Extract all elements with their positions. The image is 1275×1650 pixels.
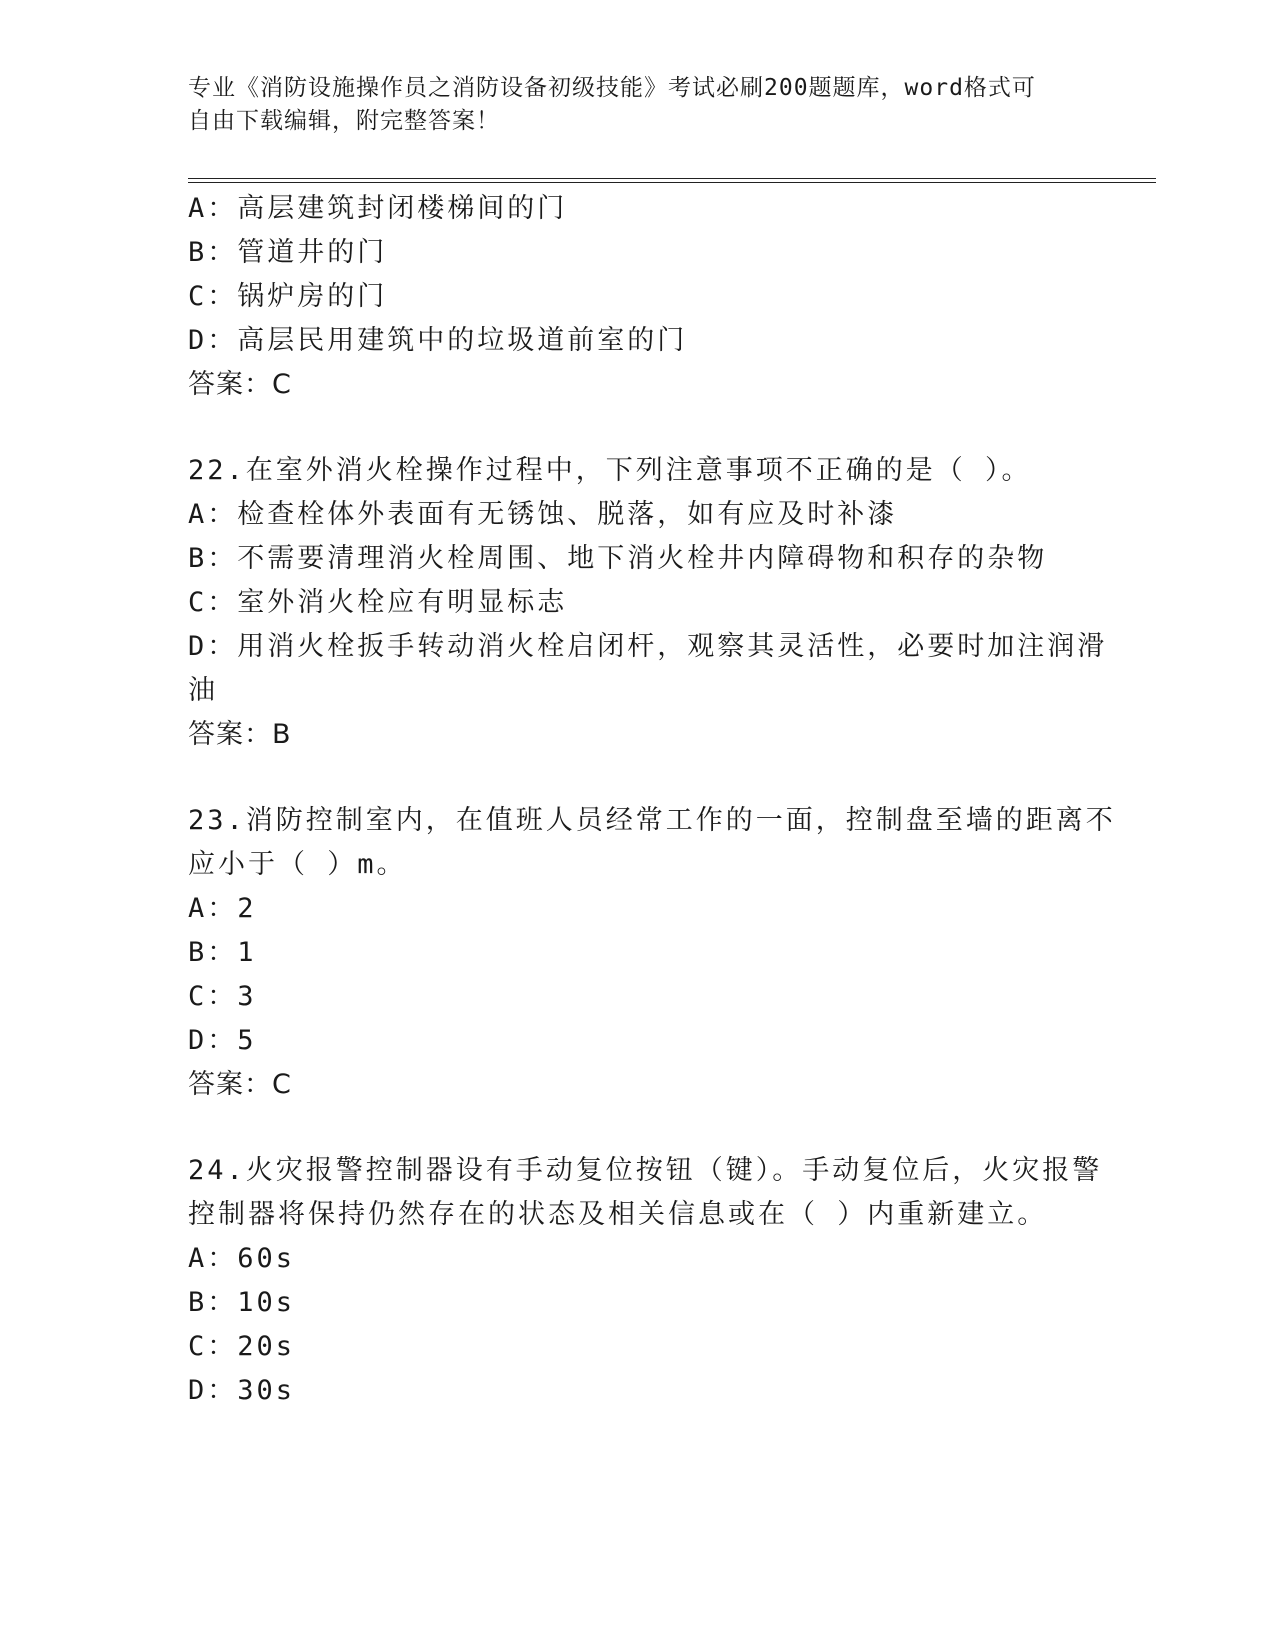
q24-option-b: B：10s bbox=[188, 1287, 296, 1318]
q22-option-d-line-2: 油 bbox=[188, 675, 218, 706]
q23-option-b: B：1 bbox=[188, 937, 257, 968]
q22-option-c: C：室外消火栓应有明显标志 bbox=[188, 587, 568, 618]
header-line-1: 专业《消防设施操作员之消防设备初级技能》考试必刷200题题库，word格式可 bbox=[188, 75, 1036, 101]
q22-option-b: B：不需要清理消火栓周围、地下消火栓井内障碍物和积存的杂物 bbox=[188, 543, 1048, 574]
q22-option-a: A：检查栓体外表面有无锈蚀、脱落，如有应及时补漆 bbox=[188, 499, 898, 530]
q21-option-a: A：高层建筑封闭楼梯间的门 bbox=[188, 193, 568, 224]
q23-question-line-2: 应小于（ ）m。 bbox=[188, 849, 407, 880]
q21-answer: 答案：C bbox=[188, 369, 292, 400]
q21-option-b: B：管道井的门 bbox=[188, 237, 388, 268]
header-divider-bottom bbox=[188, 182, 1156, 183]
q23-answer: 答案：C bbox=[188, 1069, 292, 1100]
q23-option-d: D：5 bbox=[188, 1025, 257, 1056]
q24-question-line-1: 24.火灾报警控制器设有手动复位按钮（键）。手动复位后，火灾报警 bbox=[188, 1155, 1103, 1186]
q24-option-a: A：60s bbox=[188, 1243, 296, 1274]
q21-option-c: C：锅炉房的门 bbox=[188, 281, 388, 312]
header-divider-top bbox=[188, 178, 1156, 179]
q23-option-c: C：3 bbox=[188, 981, 257, 1012]
q22-answer: 答案：B bbox=[188, 719, 292, 750]
q21-option-d: D：高层民用建筑中的垃圾道前室的门 bbox=[188, 325, 688, 356]
q22-option-d-line-1: D：用消火栓扳手转动消火栓启闭杆，观察其灵活性，必要时加注润滑 bbox=[188, 631, 1108, 662]
q24-option-c: C：20s bbox=[188, 1331, 296, 1362]
q23-option-a: A：2 bbox=[188, 893, 257, 924]
q24-question-line-2: 控制器将保持仍然存在的状态及相关信息或在（ ）内重新建立。 bbox=[188, 1199, 1048, 1230]
document-header bbox=[188, 72, 1068, 138]
q22-question: 22.在室外消火栓操作过程中，下列注意事项不正确的是（ ）。 bbox=[188, 455, 1032, 486]
q23-question-line-1: 23.消防控制室内，在值班人员经常工作的一面，控制盘至墙的距离不 bbox=[188, 805, 1116, 836]
q24-option-d: D：30s bbox=[188, 1375, 296, 1406]
header-line-2: 自由下载编辑，附完整答案！ bbox=[188, 108, 500, 134]
